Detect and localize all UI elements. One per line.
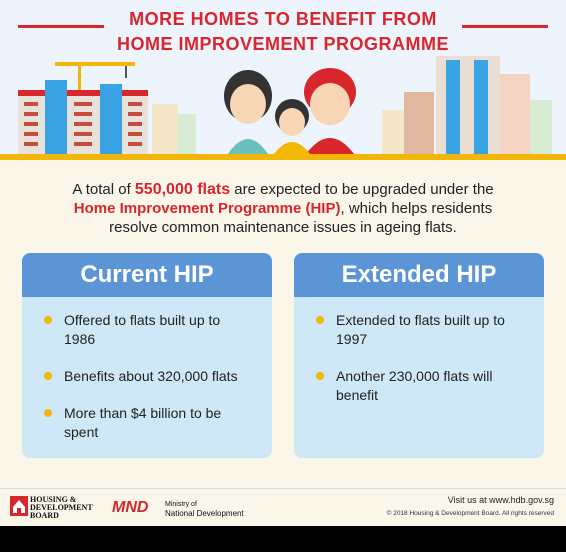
bullet-icon	[44, 409, 52, 417]
footer-divider	[0, 488, 566, 489]
current-hip-list	[22, 297, 272, 458]
bottom-bar	[0, 526, 566, 552]
list-item: More than $4 billion to be spent	[42, 404, 234, 442]
intro-text	[30, 180, 536, 237]
extended-hip-list	[294, 297, 544, 433]
list-item: Another 230,000 flats will benefit	[314, 367, 506, 405]
bullet-icon	[316, 372, 324, 380]
header-illustration	[0, 0, 566, 160]
list-item: Extended to flats built up to 1997	[314, 311, 526, 349]
ground-strip	[0, 154, 566, 160]
mnd-logo-text: MND	[112, 499, 149, 516]
title-line-2: HOME IMPROVEMENT PROGRAMME	[116, 34, 449, 54]
right-buildings-icon	[382, 56, 552, 154]
intro-part-1: A total of	[72, 181, 135, 198]
intro-part-4: resolve common maintenance issues in ageing flats.	[109, 219, 457, 236]
hdb-wordmark: HOUSING & DEVELOPMENT BOARD	[30, 495, 93, 520]
family-icon	[224, 68, 356, 154]
current-hip-card	[22, 253, 272, 458]
list-item: Benefits about 320,000 flats	[42, 367, 258, 386]
intro-highlight-hip: Home Improvement Programme (HIP)	[73, 200, 341, 217]
current-hip-title: Current HIP	[22, 253, 272, 297]
intro-highlight-flats: 550,000 flats	[134, 181, 231, 198]
mnd-wordmark: Ministry of National Development	[165, 501, 244, 518]
list-item: Offered to flats built up to 1986	[42, 311, 234, 349]
bullet-icon	[316, 316, 324, 324]
hdb-logo-icon	[10, 496, 28, 516]
bullet-icon	[44, 372, 52, 380]
extended-hip-card	[294, 253, 544, 458]
website-text: Visit us at www.hdb.gov.sg	[447, 495, 554, 505]
intro-part-2: are expected to be upgraded under the	[230, 181, 494, 198]
extended-hip-title: Extended HIP	[294, 253, 544, 297]
intro-part-3: , which helps residents	[340, 200, 493, 217]
copyright-text: © 2018 Housing & Development Board. All rights reserved	[386, 510, 554, 517]
left-buildings-icon	[18, 80, 196, 154]
bullet-icon	[44, 316, 52, 324]
title-line-1: MORE HOMES TO BENEFIT FROM	[129, 9, 437, 29]
mnd-logo-icon	[112, 497, 158, 517]
skyline-illustration	[0, 0, 566, 160]
